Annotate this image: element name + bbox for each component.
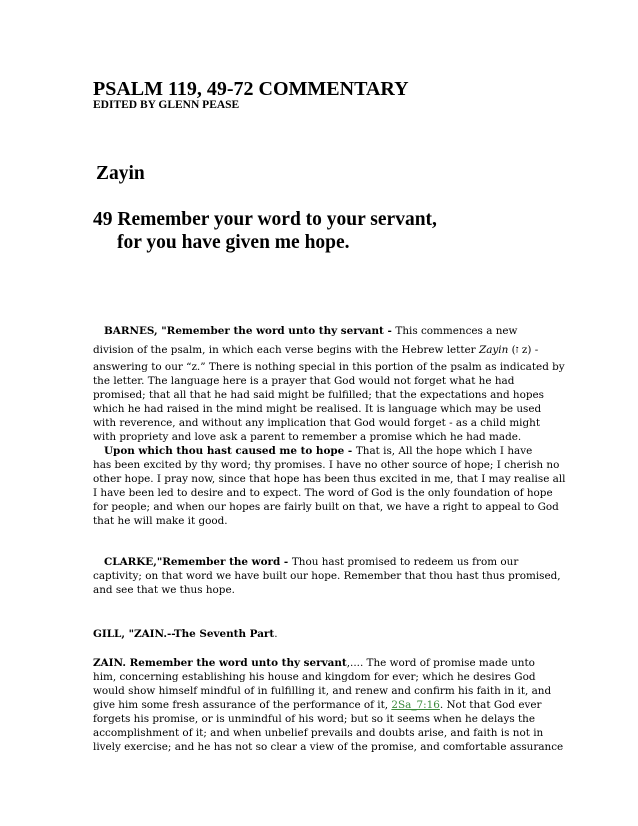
barnes-para2-line: other hope. I pray now, since that hope has been thus excited in me, that I may realise all xyxy=(93,473,566,485)
scripture-reference-link[interactable]: 2Sa_7:16 xyxy=(391,699,440,711)
barnes-label: BARNES, "Remember the word unto thy servant - xyxy=(104,325,396,337)
editor-line: EDITED BY GLENN PEASE xyxy=(93,99,240,111)
zayin-glyph: (ז z) xyxy=(511,344,532,356)
barnes-line: which he had raised in the mind might be realised. It is language which may be used xyxy=(93,403,542,415)
barnes-para2-line: that he will make it good. xyxy=(93,515,228,527)
gill-line: forgets his promise, or is unmindful of his word; but so it seems when he delays the xyxy=(93,713,535,725)
gill-line: accomplishment of it; and when unbelief prevails and doubts arise, and faith is not in xyxy=(93,727,544,739)
gill-para-label: ZAIN. Remember the word unto thy servant xyxy=(93,657,347,669)
section-heading: Zayin xyxy=(96,163,145,184)
gill-heading xyxy=(93,627,278,641)
gill-label: GILL, "ZAIN.--The Seventh Part xyxy=(93,628,275,640)
gill-link-line xyxy=(93,698,541,712)
barnes-line-2-end: - xyxy=(531,344,539,356)
clarke-line: captivity; on that word we have built our hope. Remember that thou hast thus promised, xyxy=(93,570,561,582)
gill-link-line-post: . Not that God ever xyxy=(439,699,542,711)
barnes-line: answering to our “z.” There is nothing special in this portion of the psalm as indicated by xyxy=(93,361,565,373)
barnes-para2-line: has been excited by thy word; thy promises. I have no other source of hope; I cherish no xyxy=(93,459,560,471)
barnes-line: promised; that all that he had said might be fulfilled; that the expectations and hopes xyxy=(93,389,545,401)
clarke-line: and see that we thus hope. xyxy=(93,584,235,596)
barnes-para2-line: I have been led to desire and to expect. The word of God is the only foundation of hope xyxy=(93,487,553,499)
gill-line: lively exercise; and he has not so clear a view of the promise, and comfortable assurance xyxy=(93,741,564,753)
gill-line: would show himself mindful of in fulfilling it, and renew and confirm his faith in it, and xyxy=(93,685,552,697)
gill-label-period: . xyxy=(274,628,278,640)
clarke-first-line xyxy=(104,555,518,569)
barnes-line-2 xyxy=(93,343,538,357)
gill-line: him, concerning establishing his house and kingdom for ever; which he desires God xyxy=(93,671,536,683)
barnes-line: the letter. The language here is a prayer that God would not forget what he had xyxy=(93,375,515,387)
barnes-para2-line: for people; and when our hopes are fairly built on that, we have a right to appeal to God xyxy=(93,501,559,513)
barnes-line: with propriety and love ask a parent to remember a promise which he had made. xyxy=(93,431,522,443)
verse-line-1: 49 Remember your word to your servant, xyxy=(93,209,437,230)
clarke-first-rest: Thou hast promised to redeem us from our xyxy=(291,556,519,568)
barnes-line: with reverence, and without any implication that God would forget - as a child might xyxy=(93,417,541,429)
verse-line-2: for you have given me hope. xyxy=(117,232,350,253)
gill-link-line-pre: give him some fresh assurance of the performance of it, xyxy=(93,699,392,711)
barnes-first-rest: This commences a new xyxy=(395,325,518,337)
zayin-word: Zayin xyxy=(478,344,509,356)
gill-first-rest: ,.... The word of promise made unto xyxy=(346,657,535,669)
gill-first-line xyxy=(93,656,535,670)
barnes-para2-label: Upon which thou hast caused me to hope - xyxy=(104,445,356,457)
barnes-line-2-text: division of the psalm, in which each verse begins with the Hebrew letter xyxy=(93,344,479,356)
page-title: PSALM 119, 49-72 COMMENTARY xyxy=(93,78,409,100)
clarke-label: CLARKE,"Remember the word - xyxy=(104,556,292,568)
barnes-first-line xyxy=(104,324,517,338)
barnes-para2-first-rest: That is, All the hope which I have xyxy=(355,445,533,457)
barnes-para2-first-line xyxy=(104,444,532,458)
